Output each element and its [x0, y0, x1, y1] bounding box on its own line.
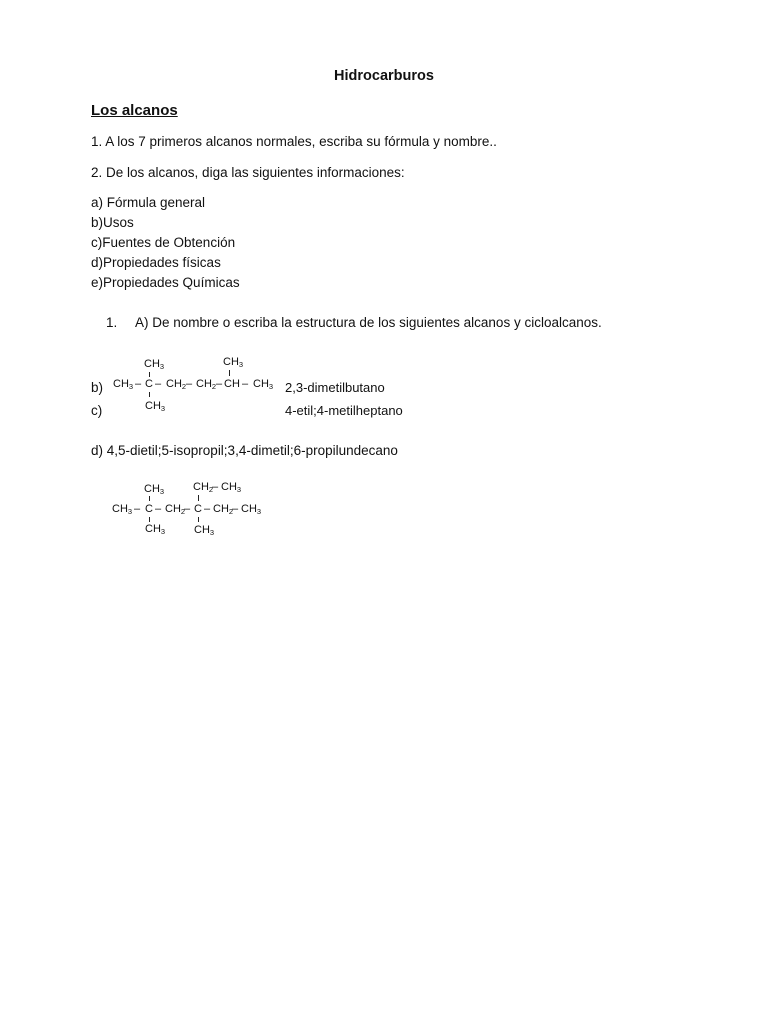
item-b-label: b) [91, 380, 104, 395]
item-b-name: 2,3-dimetilbutano [285, 380, 385, 395]
structural-formula-2: $CH_3$ $CH_2$ – $CH_3$ $CH_3$ – C – $CH_2$ – C – $CH_2$ – $CH_3$ $CH_3$ $CH_3$ [112, 481, 262, 537]
page-title: Hidrocarburos [334, 68, 434, 84]
numbered-number: 1. [106, 315, 118, 330]
item-d: d) 4,5-dietil;5-isopropil;3,4-dimetil;6-propilundecano [91, 443, 398, 458]
list-item: b)Usos [91, 215, 134, 230]
list-item: e)Propiedades Químicas [91, 275, 240, 290]
question-1: 1. A los 7 primeros alcanos normales, escriba su fórmula y nombre.. [91, 134, 497, 149]
structural-formula-1: $CH_3$ $CH_3$ $CH_3$ – C – $CH_2$ – $CH_2$ – CH – $CH_3$ $CH_3$ [113, 356, 274, 413]
item-c-label: c) [91, 403, 103, 418]
numbered-text: A) De nombre o escriba la estructura de los siguientes alcanos y cicloalcanos. [135, 315, 602, 330]
section-heading: Los alcanos [91, 102, 178, 119]
list-item: a) Fórmula general [91, 195, 206, 210]
question-2: 2. De los alcanos, diga las siguientes informaciones: [91, 165, 405, 180]
list-item: d)Propiedades físicas [91, 255, 221, 270]
item-c-name: 4-etil;4-metilheptano [285, 403, 403, 418]
list-item: c)Fuentes de Obtención [91, 235, 236, 250]
